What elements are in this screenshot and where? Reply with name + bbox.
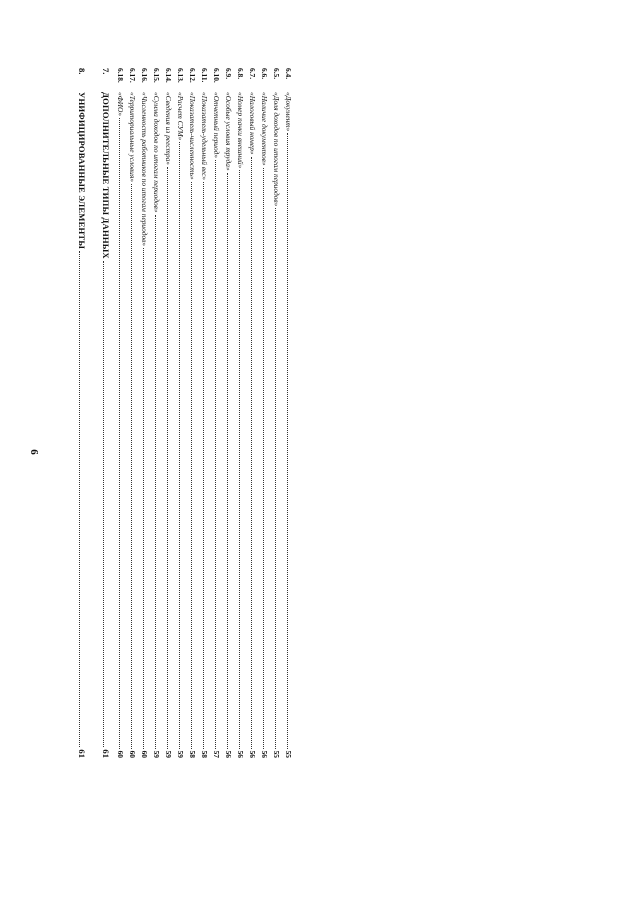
toc-dot-leader	[239, 170, 240, 748]
toc-entry-title: «Численность работников по итогам периодов»	[140, 92, 150, 247]
toc-entry	[213, 68, 225, 758]
toc-dot-leader	[119, 118, 120, 749]
toc-entry	[189, 68, 201, 758]
toc-dot-leader	[131, 184, 132, 749]
toc-entry	[237, 68, 249, 758]
toc-entry	[201, 68, 213, 758]
toc-entry-title: «Документ»	[284, 92, 294, 132]
toc-entry-title: «Номер пачки внешний»	[236, 92, 246, 169]
toc-entry-title: «Особые условия труда»	[224, 92, 234, 171]
toc-entry-page: 58	[200, 750, 210, 758]
toc-dot-leader	[167, 167, 168, 749]
page-number: 6	[28, 449, 40, 455]
toc-entry-page: 56	[260, 750, 270, 758]
toc-entry-title: «Показатель-удельный вес»	[200, 92, 210, 181]
toc-entry-number: 6.10.	[212, 68, 222, 83]
toc-entry-number: 6.8.	[236, 68, 246, 80]
toc-entry-number: 6.5.	[272, 68, 282, 80]
toc-entry	[165, 68, 177, 758]
toc-dot-leader	[143, 248, 144, 749]
toc-entry-number: 7.	[100, 68, 111, 75]
toc-dot-leader	[103, 261, 104, 748]
toc-dot-leader	[287, 133, 288, 748]
toc-entry-number: 8.	[76, 68, 87, 75]
toc-entry-number: 6.18.	[116, 68, 126, 83]
toc-entry-number: 6.7.	[248, 68, 258, 80]
toc-entry-page: 56	[236, 750, 246, 758]
toc-entry-number: 6.17.	[128, 68, 138, 83]
toc-entry	[249, 68, 261, 758]
toc-section-entry	[77, 68, 89, 758]
toc-dot-leader	[263, 168, 264, 749]
toc-entry-page: 60	[140, 750, 150, 758]
toc-entry-page: 61	[76, 749, 87, 758]
toc-entry-page: 58	[188, 750, 198, 758]
toc-entry-page: 59	[164, 750, 174, 758]
toc-entry-title: «Сведения из реестра»	[164, 92, 174, 165]
toc-entry-page: 59	[176, 750, 186, 758]
toc-section-entry	[101, 68, 113, 758]
toc-dot-leader	[203, 182, 204, 749]
toc-entry-page: 56	[224, 750, 234, 758]
toc-entry-page: 55	[272, 750, 282, 758]
toc-entry-title: «Налоговый номер»	[248, 92, 258, 155]
toc-entry	[285, 68, 297, 758]
toc-entry	[273, 68, 285, 758]
toc-entry-title: УНИФИЦИРОВАННЫЕ ЭЛЕМЕНТЫ	[76, 92, 87, 249]
toc-entry	[141, 68, 153, 758]
toc-dot-leader	[191, 182, 192, 749]
toc-entry-number: 6.9.	[224, 68, 234, 80]
toc-entry-page: 55	[284, 750, 294, 758]
toc-entry-page: 57	[212, 750, 222, 758]
toc-entry-title: ДОПОЛНИТЕЛЬНЫЕ ТИПЫ ДАННЫХ	[100, 92, 111, 259]
toc-entry-page: 56	[248, 750, 258, 758]
toc-entry	[225, 68, 237, 758]
toc-entry-page: 59	[152, 750, 162, 758]
toc-entry-number: 6.16.	[140, 68, 150, 83]
toc-entry-number: 6.11.	[200, 68, 210, 83]
toc-entry-title: «Наличие документов»	[260, 92, 270, 166]
toc-dot-leader	[251, 157, 252, 749]
toc-dot-leader	[79, 251, 80, 747]
toc-entry	[177, 68, 189, 758]
toc-entry-page: 60	[116, 750, 126, 758]
toc-entry-number: 6.13.	[176, 68, 186, 83]
toc-entry	[261, 68, 273, 758]
toc-entry-number: 6.14.	[164, 68, 174, 83]
toc-dot-leader	[179, 142, 180, 748]
toc-entry-title: «ФИО»	[116, 92, 126, 117]
table-of-contents	[57, 68, 297, 773]
toc-entry	[153, 68, 165, 758]
toc-entry-title: «Расчет СУМ»	[176, 92, 186, 141]
toc-entry	[117, 68, 129, 758]
toc-entry-number: 6.12.	[188, 68, 198, 83]
toc-dot-leader	[227, 173, 228, 749]
toc-entry-page: 61	[100, 749, 111, 758]
toc-entry-page: 60	[128, 750, 138, 758]
toc-dot-leader	[275, 208, 276, 748]
toc-dot-leader	[215, 160, 216, 749]
toc-entry-title: «Отчетный период»	[212, 92, 222, 159]
toc-entry	[129, 68, 141, 758]
toc-dot-leader	[155, 215, 156, 749]
toc-entry-title: «Показатель-численность»	[188, 92, 198, 180]
toc-entry-number: 6.15.	[152, 68, 162, 83]
toc-entry-number: 6.6.	[260, 68, 270, 80]
toc-entry-title: «Доля доходов по итогам периодов»	[272, 92, 282, 207]
toc-entry-number: 6.4.	[284, 68, 294, 80]
toc-entry-title: «Территориальные условия»	[128, 92, 138, 183]
toc-entry-title: «Сумма доходов по итогам периодов»	[152, 92, 162, 213]
